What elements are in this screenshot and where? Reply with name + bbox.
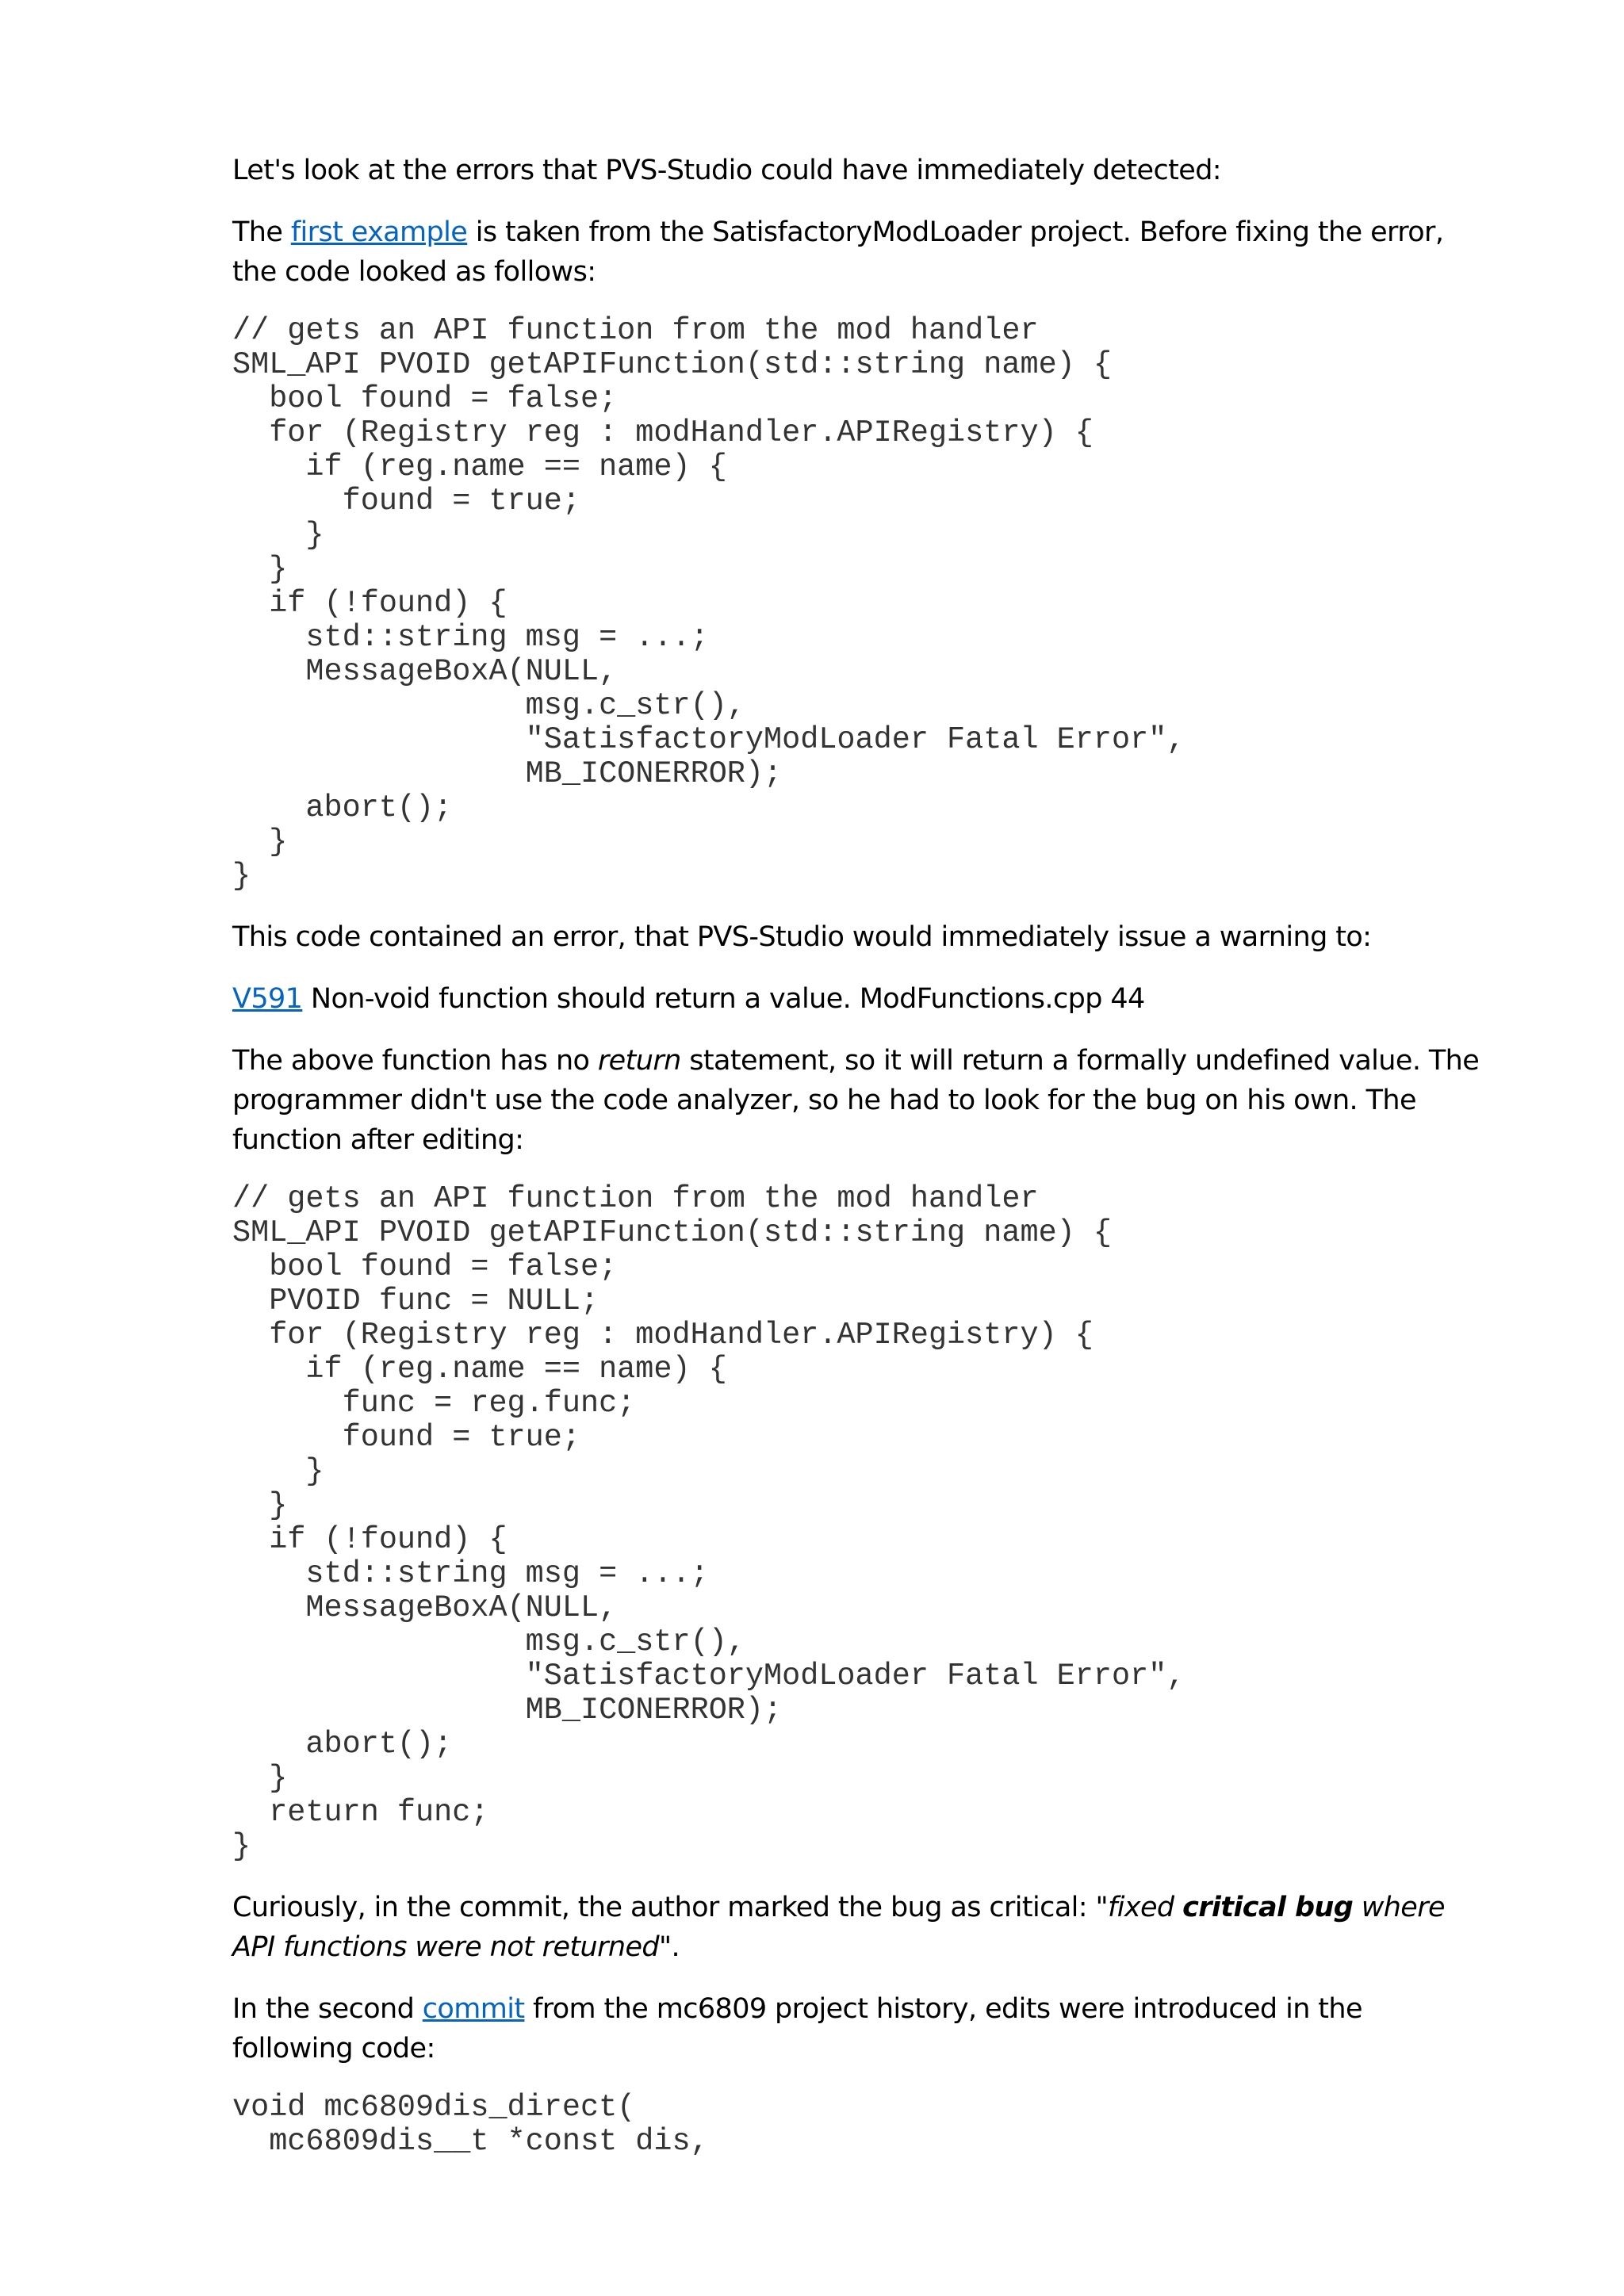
code-line: // gets an API function from the mod handler <box>232 1181 1039 1216</box>
code-line: msg.c_str(), <box>232 688 745 723</box>
code-line: } <box>232 859 251 894</box>
intro-paragraph <box>232 151 1485 190</box>
commit-post-text: ". <box>659 1931 680 1963</box>
code-line: func = reg.func; <box>232 1386 636 1421</box>
document-content <box>232 151 1485 2183</box>
v591-link[interactable]: V591 <box>232 983 303 1015</box>
first-example-paragraph <box>232 212 1485 292</box>
code-line: abort(); <box>232 1727 453 1762</box>
code-line: MB_ICONERROR); <box>232 1693 783 1728</box>
intro-text: Let's look at the errors that PVS-Studio could have immediately detected: <box>232 155 1221 186</box>
code-line: bool found = false; <box>232 1249 618 1284</box>
first-example-link[interactable]: first example <box>290 216 468 248</box>
first-example-pre-text: The <box>232 216 291 248</box>
code-line: return func; <box>232 1795 489 1830</box>
commit-quote-strong: critical bug <box>1182 1892 1354 1923</box>
code-line: } <box>232 518 324 553</box>
warning-intro-paragraph <box>232 917 1485 957</box>
code-line: "SatisfactoryModLoader Fatal Error", <box>232 722 1185 757</box>
code-line: // gets an API function from the mod handler <box>232 313 1039 348</box>
code-line: msg.c_str(), <box>232 1624 745 1659</box>
code-line: } <box>232 1488 288 1523</box>
code-line: if (reg.name == name) { <box>232 450 727 484</box>
code-line: std::string msg = ...; <box>232 1556 709 1591</box>
explanation-paragraph <box>232 1041 1485 1160</box>
code-line: } <box>232 1761 288 1796</box>
second-commit-pre-text: In the second <box>232 1993 423 2025</box>
explanation-return-keyword: return <box>597 1045 681 1077</box>
commit-pre-text: Curiously, in the commit, the author marked the bug as critical: " <box>232 1892 1109 1923</box>
code-line: PVOID func = NULL; <box>232 1284 599 1318</box>
commit-quote-em-2: where API functions were not returned <box>232 1892 1445 1963</box>
code-line: } <box>232 1454 324 1489</box>
second-commit-paragraph <box>232 1989 1485 2068</box>
first-example-post-text: is taken from the SatisfactoryModLoader project. Before fixing the error, the code looked as follows: <box>232 216 1444 288</box>
code-block-mc6809 <box>232 2091 1485 2159</box>
code-line: mc6809dis__t *const dis, <box>232 2124 709 2159</box>
code-line: SML_API PVOID getAPIFunction(std::string name) { <box>232 1215 1112 1250</box>
explanation-pre-text: The above function has no <box>232 1045 598 1077</box>
commit-link[interactable]: commit <box>422 1993 525 2025</box>
code-line: abort(); <box>232 790 453 825</box>
code-line: } <box>232 552 288 587</box>
code-line: std::string msg = ...; <box>232 620 709 655</box>
code-line: for (Registry reg : modHandler.APIRegistry) { <box>232 415 1094 450</box>
explanation-post-text: statement, so it will return a formally undefined value. The programmer didn't use the code analyzer, so he had to look for the bug on his own. The function after editing: <box>232 1045 1480 1156</box>
code-line: } <box>232 1829 251 1864</box>
code-line: bool found = false; <box>232 381 618 416</box>
code-block-after <box>232 1182 1485 1864</box>
code-line: found = true; <box>232 1420 580 1455</box>
code-line: if (!found) { <box>232 1522 508 1557</box>
code-line: MessageBoxA(NULL, <box>232 1590 618 1625</box>
v591-warning-paragraph <box>232 979 1485 1019</box>
code-line: "SatisfactoryModLoader Fatal Error", <box>232 1659 1185 1693</box>
code-line: found = true; <box>232 484 580 519</box>
v591-warning-text: Non-void function should return a value. ModFunctions.cpp 44 <box>302 983 1145 1015</box>
code-line: MessageBoxA(NULL, <box>232 654 618 689</box>
code-line: if (reg.name == name) { <box>232 1352 727 1387</box>
code-line: for (Registry reg : modHandler.APIRegistry) { <box>232 1318 1094 1353</box>
commit-quote-em-1: fixed <box>1108 1892 1183 1923</box>
code-line: SML_API PVOID getAPIFunction(std::string name) { <box>232 347 1112 382</box>
code-block-before <box>232 314 1485 894</box>
code-line: MB_ICONERROR); <box>232 756 783 791</box>
code-line: void mc6809dis_direct( <box>232 2090 636 2125</box>
code-line: } <box>232 825 288 859</box>
commit-paragraph <box>232 1888 1485 1967</box>
second-commit-post-text: from the mc6809 project history, edits were introduced in the following code: <box>232 1993 1362 2064</box>
warning-intro-text: This code contained an error, that PVS-Studio would immediately issue a warning to: <box>232 921 1372 953</box>
code-line: if (!found) { <box>232 586 508 621</box>
